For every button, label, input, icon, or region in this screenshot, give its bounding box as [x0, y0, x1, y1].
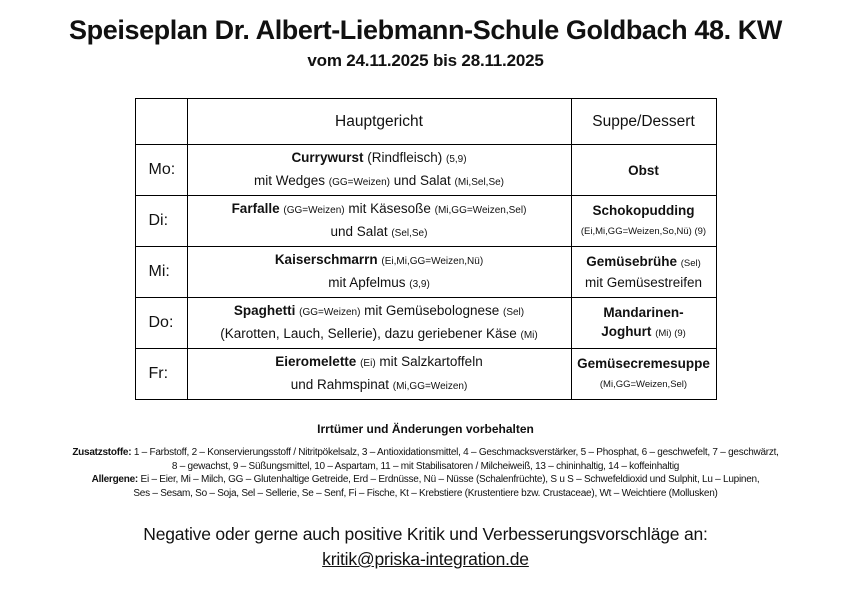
allergen-note: (Sel,Se)	[391, 228, 428, 239]
dish-text: Mandarinen-	[603, 305, 684, 320]
header-hauptgericht: Hauptgericht	[187, 99, 571, 145]
cell-line	[192, 374, 567, 397]
cell-line	[192, 147, 567, 170]
dish-text: mit Gemüsestreifen	[584, 275, 703, 290]
cell-line	[576, 201, 712, 220]
main-dish-cell	[187, 247, 571, 298]
allergen-note: (GG=Weizen)	[299, 307, 361, 318]
cell-line	[192, 198, 567, 221]
allergen-note: (Ei,Mi,GG=Weizen,So,Nü) (9)	[580, 226, 707, 237]
dish-text: mit Käsesoße	[344, 201, 435, 216]
allergen-note: (Mi,GG=Weizen,Sel)	[599, 379, 688, 390]
footnote-line: Ses – Sesam, So – Soja, Sel – Sellerie, Se – Senf, Fi – Fische, Kt – Krebstiere (Krustentiere bzw. Crustaceae), Wt – Weichtiere (Mollusken)	[133, 487, 718, 499]
meal-plan-document	[0, 15, 851, 605]
day-label: Do:	[135, 298, 187, 349]
allergen-note: (Mi,GG=Weizen)	[392, 381, 468, 392]
page-title: Speiseplan Dr. Albert-Liebmann-Schule Goldbach 48. KW	[69, 15, 782, 45]
allergen-note: (Ei)	[360, 358, 376, 369]
cell-line	[576, 161, 712, 180]
dish-text: Kaiserschmarrn	[274, 252, 378, 267]
dish-text: Currywurst	[291, 150, 364, 165]
dish-text: Gemüsecremesuppe	[577, 356, 710, 371]
footnote-prefix: Allergene:	[91, 474, 138, 485]
header-day	[135, 99, 187, 145]
date-range: vom 24.11.2025 bis 28.11.2025	[307, 51, 544, 70]
dish-text: Spaghetti	[233, 303, 296, 318]
cell-line	[576, 303, 712, 322]
dish-text: (Rindfleisch)	[363, 150, 446, 165]
allergen-note: (Ei,Mi,GG=Weizen,Nü)	[381, 256, 484, 267]
feedback-email-line	[0, 549, 851, 570]
cell-line	[576, 354, 712, 373]
main-dish-cell	[187, 145, 571, 196]
day-label: Fr:	[135, 349, 187, 400]
allergen-note: (Sel)	[680, 258, 701, 269]
dish-text: mit Salzkartoffeln	[375, 354, 483, 369]
dish-text: mit Gemüsebolognese	[360, 303, 503, 318]
dish-text: Gemüsebrühe	[586, 254, 677, 269]
cell-line	[576, 273, 712, 292]
main-dish-cell	[187, 196, 571, 247]
footnote-line: Allergene: Ei – Eier, Mi – Milch, GG – Glutenhaltige Getreide, Erd – Erdnüsse, Nü – Nüsse (Schalenfrüchte), S u S – Schwefeldioxid und Sulphit, Lu – Lupinen,	[91, 474, 760, 485]
email-link[interactable]: kritik@priska-integration.de	[322, 549, 529, 569]
cell-line	[576, 220, 712, 241]
header-suppe-dessert: Suppe/Dessert	[571, 99, 716, 145]
day-label: Mo:	[135, 145, 187, 196]
day-label: Mi:	[135, 247, 187, 298]
disclaimer-text: Irrtümer und Änderungen vorbehalten	[317, 422, 534, 436]
dish-text: Eieromelette	[275, 354, 357, 369]
cell-line	[192, 170, 567, 193]
feedback-text: Negative oder gerne auch positive Kritik und Verbesserungsvorschläge an:	[143, 524, 708, 544]
soup-dessert-cell	[571, 298, 716, 349]
footnote-prefix: Zusatzstoffe:	[72, 447, 132, 458]
cell-line	[192, 221, 567, 244]
allergen-note: (GG=Weizen)	[328, 177, 390, 188]
cell-line	[192, 249, 567, 272]
menu-table-body	[135, 145, 716, 400]
dish-text: Obst	[628, 162, 659, 178]
table-row	[135, 247, 716, 298]
table-header-row	[135, 99, 716, 145]
table-row	[135, 298, 716, 349]
cell-line	[192, 300, 567, 323]
soup-dessert-cell	[571, 196, 716, 247]
dish-text: und Rahmspinat	[290, 377, 393, 392]
dish-text: (Karotten, Lauch, Sellerie), dazu geriebener Käse	[220, 326, 521, 341]
cell-line	[192, 323, 567, 346]
dish-text: Schokopudding	[592, 203, 695, 218]
table-row	[135, 145, 716, 196]
allergen-note: (Mi)	[520, 330, 538, 341]
soup-dessert-cell	[571, 247, 716, 298]
dish-text: mit Apfelmus	[328, 275, 410, 290]
dish-text: und Salat	[330, 224, 392, 239]
cell-line	[576, 322, 712, 343]
cell-line	[192, 351, 567, 374]
cell-line	[576, 373, 712, 394]
cell-line	[192, 272, 567, 295]
soup-dessert-cell	[571, 349, 716, 400]
table-row	[135, 349, 716, 400]
menu-table	[135, 98, 717, 400]
table-row	[135, 196, 716, 247]
allergen-note: (5,9)	[445, 154, 467, 165]
dish-text: mit Wedges	[253, 173, 329, 188]
footnotes-block	[0, 446, 851, 500]
main-dish-cell	[187, 298, 571, 349]
dish-text: Farfalle	[231, 201, 280, 216]
allergen-note: (Sel)	[502, 307, 525, 318]
main-dish-cell	[187, 349, 571, 400]
dish-text: und Salat	[390, 173, 455, 188]
soup-dessert-cell	[571, 145, 716, 196]
day-label: Di:	[135, 196, 187, 247]
dish-text: Joghurt	[601, 324, 652, 339]
allergen-note: (Mi) (9)	[655, 328, 686, 339]
allergen-note: (Mi,GG=Weizen,Sel)	[434, 205, 527, 216]
cell-line	[576, 252, 712, 273]
footnote-line: 8 – gewachst, 9 – Süßungsmittel, 10 – Aspartam, 11 – mit Stabilisatoren / Milcheiweiß, 13 – chininhaltig, 14 – koffeinhaltig	[171, 460, 680, 472]
allergen-note: (3,9)	[409, 279, 430, 290]
allergen-note: (GG=Weizen)	[283, 205, 345, 216]
allergen-note: (Mi,Sel,Se)	[454, 177, 504, 188]
footnote-line: Zusatzstoffe: 1 – Farbstoff, 2 – Konservierungsstoff / Nitritpökelsalz, 3 – Antioxidationsmittel, 4 – Geschmacksverstärker, 5 – Phosphat, 6 – geschwefelt, 7 – geschwärzt,	[72, 447, 779, 458]
